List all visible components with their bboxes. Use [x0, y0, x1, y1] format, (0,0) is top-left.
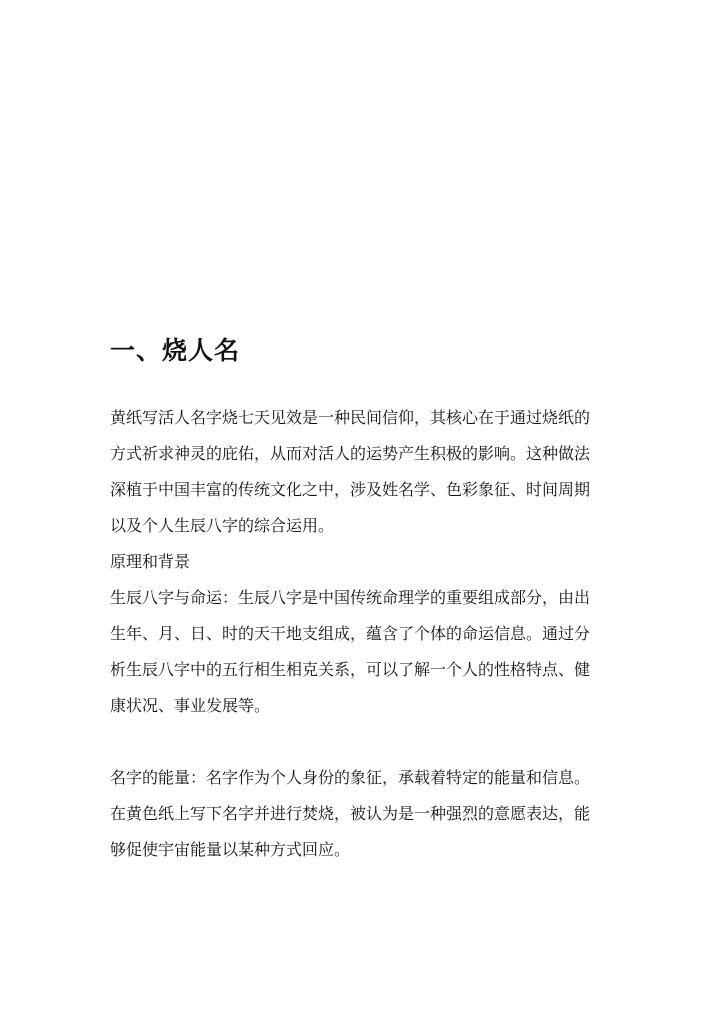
- paragraph-3-line-3: 够促使宇宙能量以某种方式回应。: [110, 840, 351, 859]
- body-text: [110, 400, 630, 868]
- paragraph-2-line-1: 生辰八字与命运：生辰八字是中国传统命理学的重要组成部分，由出: [110, 588, 591, 607]
- paragraph-2-line-3: 析生辰八字中的五行相生相克关系，可以了解一个人的性格特点、健: [110, 660, 591, 679]
- paragraph-3-line-2: 在黄色纸上写下名字并进行焚烧，被认为是一种强烈的意愿表达，能: [110, 804, 591, 823]
- paragraph-1-line-1: 黄纸写活人名字烧七天见效是一种民间信仰，其核心在于通过烧纸的: [110, 408, 591, 427]
- paragraph-2-line-2: 生年、月、日、时的天干地支组成，蕴含了个体的命运信息。通过分: [110, 624, 591, 643]
- subheading: 原理和背景: [110, 552, 191, 571]
- paragraph-1-line-3: 深植于中国丰富的传统文化之中，涉及姓名学、色彩象征、时间周期: [110, 480, 591, 499]
- paragraph-3-line-1: 名字的能量：名字作为个人身份的象征，承载着特定的能量和信息。: [110, 768, 591, 787]
- paragraph-2-line-4: 康状况、事业发展等。: [110, 696, 271, 715]
- section-heading: 一、烧人名: [110, 336, 241, 365]
- paragraph-1-line-2: 方式祈求神灵的庇佑，从而对活人的运势产生积极的影响。这种做法: [110, 444, 591, 463]
- paragraph-spacer: [110, 724, 630, 760]
- paragraph-1-line-4: 以及个人生辰八字的综合运用。: [110, 516, 335, 535]
